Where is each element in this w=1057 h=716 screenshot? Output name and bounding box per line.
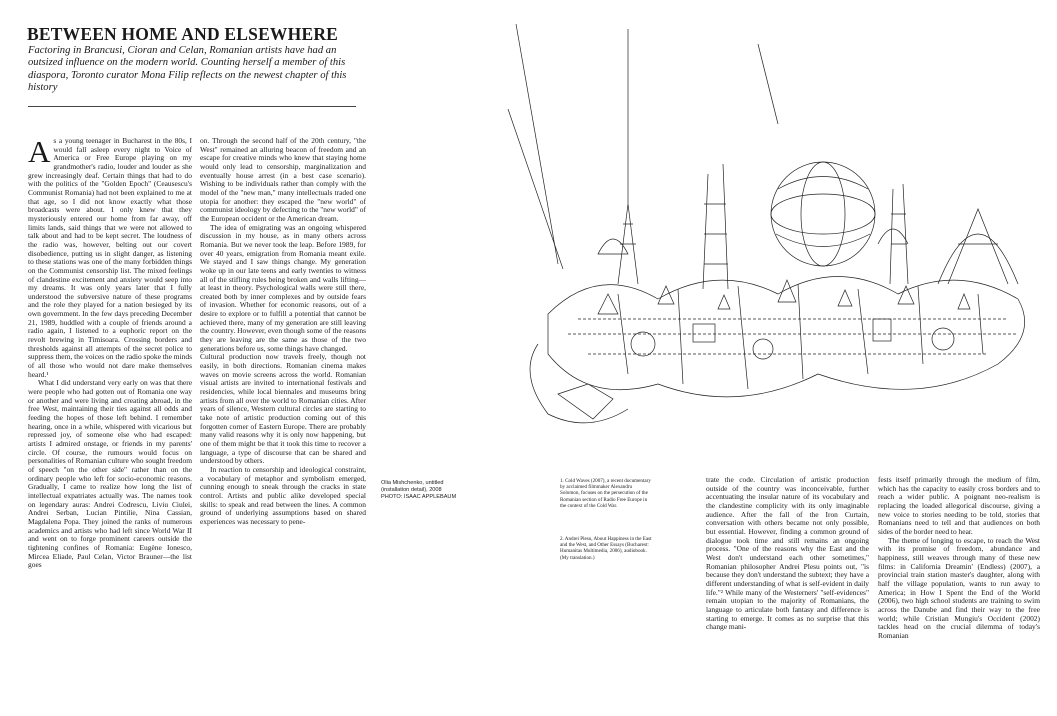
body-paragraph: What I did understand very early on was that there were people who had gotten out of Romania one way or another and were living and creating abroad, in the free West, maintaining their ties against all odds and feeding the hopes of those left behind. I remember hearing, once in a while, whispered with vicarious but repressed joy, of someone else who had escaped: artists I admired onstage, or friends in my parents' circle. Of course, the rumours would focus on personalities of Romanian culture who sought freedom of speech "on the other side" rather than on the ordinary people who left for socio-economic reasons. Gradually, I came to realize how long the list of intellectual expatriates actually was. The names took on legendary auras: Andrei Codrescu, Liviu Ciulei, Andrei Serban, Lucian Pintilie, Nina Cassian, Magdalena Popa. They joined the ranks of numerous academics and artists who had left since World War II and went on to forge prominent careers outside the tightening confines of Romania: Eugène Ionesco, Mircea Eliade, Paul Celan, Victor Brauner—the list goes (28, 378, 192, 570)
body-paragraph: trate the code. Circulation of artistic production outside of the country was inconceivable, further accentuating the insular nature of its vocabulary and the clandestine complicity with its only imaginable audience. After the fall of the Iron Curtain, conversation with others became not only possible, but essential. However, finding a common ground of dialogue took time and still remains an ongoing process. "One of the reasons why the East and the West don't understand each other sometimes," Romanian philosopher Andrei Plesu points out, "is because they don't understand the subtext; they have a different understanding of what is self-evident in daily life."² While many of the Westerners' "self-evidences" remain utopian to the majority of Romanians, the language to articulate both fantasy and difference is starting to emerge. It comes as no surprise that this change mani- (706, 476, 869, 632)
installation-drawing (478, 14, 1050, 464)
caption-credit: PHOTO: ISAAC APPLEBAUM (381, 494, 457, 500)
drop-cap: A (28, 137, 51, 169)
body-paragraph: In reaction to censorship and ideological constraint, a vocabulary of metaphor and symbolism emerged, cunning enough to sneak through the cracks in state control. Artists and public alike developed special skills: to speak and read between the lines. A common ground of underlying assumptions based on shared experiences was necessary to pene- (200, 464, 366, 526)
image-caption (381, 480, 461, 501)
body-paragraph (28, 137, 192, 379)
body-paragraph: The idea of emigrating was an ongoing whispered discussion in my house, as in many others across Romania. But we never took the leap. Before 1989, for over 40 years, emigration from Romania meant exile. We stayed and I saw things change. My generation woke up in our late teens and early twenties to witness all of the stifling rules being broken and walls lifting—at least in theory. Psychological walls were still there, created both by inner complexes and by outside fears of invasion. Whether for economic reasons, out of a desire to explore or to fulfill a potential that cannot be achieved there, many of my generation are still leaving the country. However, even though some of the reasons they are leaving are the same as those of the two generations before us, some things have changed. (200, 222, 366, 353)
body-paragraph-text: s a young teenager in Bucharest in the 80s, I would fall asleep every night to Voice of America or Free Europe playing on my grandmother's radio, louder and louder as she grew increasingly deaf. Certain things that had to do with the politics of the "Golden Epoch" (Ceausescu's Communist Romania) had not been explained to me at that age, so I did not know exactly what those broadcasts were about. I only knew that they mysteriously entered our home from far away, off limits lands, said things that we were not allowed to talk about and had to be kept secret. The loudness of the radio was, however, belting out our covert disobedience, putting us in slight danger, as listening to these stations was one of the many forbidden things on the Communist censorship list. The mixed feelings of clandestine excitement and anxiety would seep into my dreams. It was only years later that I fully understood the subversive nature of these programs and the role they played for a nation besieged by its own government. In the few days preceding December 21, 1989, huddled with a couple of friends around a radio again, I listened to a euphoric report on the revolt brewing in Timisoara. Crossing borders and thresholds against all attempts of the secret police to suppress them, the voices on the radio spoke the minds of all those who would not dare make themselves heard.¹ (28, 137, 192, 379)
body-paragraph: Cultural production now travels freely, though not easily, in both directions. Romanian cinema makes waves on movie screens across the world. Romanian visual artists are invited to international festivals and residencies, while local biennales and museums bring artists from all over the world to Romanian cities. After years of silence, Western cultural circles are starting to take note of artistic production coming out of this forgotten corner of Eastern Europe. There are probably many valid reasons why it is only now happening, but one of them might be that it took this time to recover a language, a type of discourse that can be shared and understood by others. (200, 352, 366, 466)
article-dek: Factoring in Brancusi, Cioran and Celan, Romanian artists have had an outsized influence on the modern world. Counting herself a member of this diaspora, Toronto curator Mona Filip reflects on the newest chapter of this history (28, 45, 347, 94)
headline-rule (28, 106, 356, 107)
footnote-1: 1. Cold Waves (2007), a recent documentary by acclaimed filmmaker Alexandru Solomon, focuses on the persecution of the Romanian section of Radio Free Europe in the context of the Cold War. (560, 478, 651, 509)
footnote-2: 2. Andrei Plesu, About Happiness in the East and the West, and Other Essays (Bucharest: Humanitas Multimedia, 2006), audiobook. (My translation.) (560, 536, 652, 561)
body-column-4 (878, 476, 1040, 690)
caption-work: (installation detail), 2008 (381, 487, 442, 493)
body-column-3 (706, 476, 869, 690)
body-paragraph: fests itself primarily through the medium of film, which has the capacity to easily cross borders and to reach a wider public. A poignant neo-realism is replacing the loaded allegorical discourse, giving a new voice to stories needing to be told, stories that Romanians need to tell and that audiences on both sides of the border need to hear. (878, 476, 1040, 536)
caption-artist: Olia Mishchenko, untitled (381, 480, 444, 486)
body-paragraph: on. Through the second half of the 20th century, "the West" remained an alluring beacon of freedom and an escape for creative minds who knew that staying home would only lead to censorship, marginalization and eventually house arrest (in a best case scenario). Wishing to be individuals rather than comply with the model of the "new man," many intellectuals traded one utopia for another: they escaped the "new world" of communist ideology by defecting to the "new world" of the European occident or the American dream. (200, 137, 366, 223)
body-column-2 (200, 137, 366, 690)
body-column-1 (28, 137, 192, 690)
body-paragraph: The theme of longing to escape, to reach the West with its promise of freedom, abundance and happiness, still weaves through many of these new films: in California Dreamin' (Endless) (2007), a provincial train station master's daughter, along with half the village population, wants to run away to America; in How I Spent the End of the World (2006), two high school students are training to swim across the Danube and find their way to the free world; while Cristian Mungiu's Occident (2002) tackles head on the crucial dilemma of today's Romanian (878, 535, 1040, 640)
article-headline: BETWEEN HOME AND ELSEWHERE (27, 24, 339, 44)
